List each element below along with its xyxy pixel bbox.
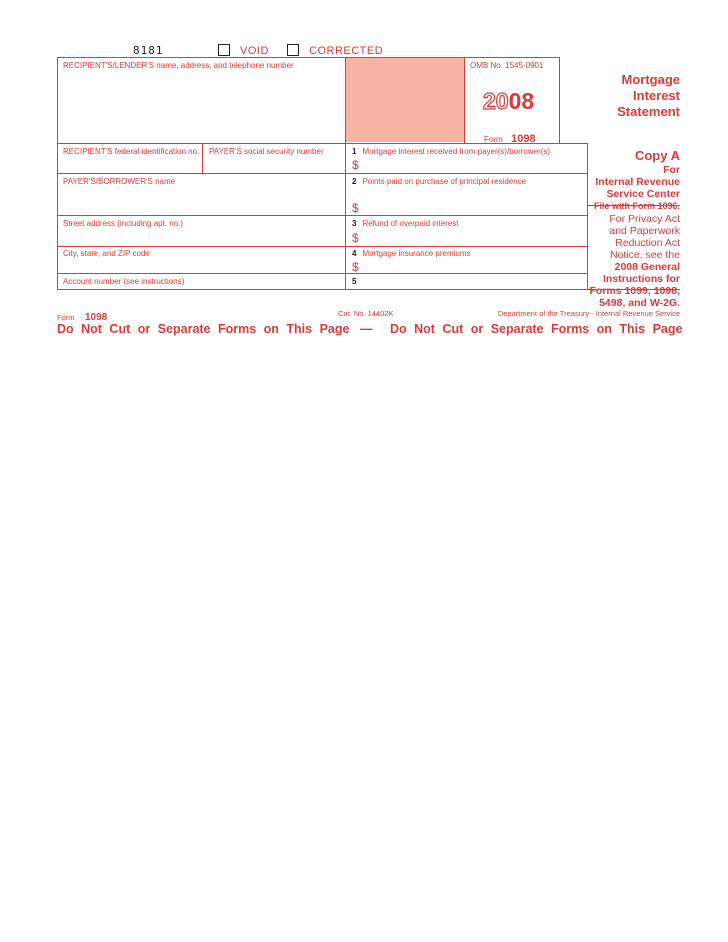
form-code: 8181 xyxy=(133,44,164,57)
recipient-name-label: RECIPIENT'S/LENDER'S name, address, and telephone number xyxy=(63,61,294,70)
form-number: 1098 xyxy=(511,133,536,145)
for-irs: For Internal Revenue Service Center xyxy=(595,164,680,200)
year-suffix: 08 xyxy=(508,88,535,114)
box2-dollar: $ xyxy=(352,201,359,215)
box4-label: 4 Mortgage insurance premiums xyxy=(352,249,471,258)
footer-form: Form 1098 xyxy=(57,312,108,323)
form-word: Form xyxy=(484,135,503,144)
copy-label: Copy A xyxy=(634,148,680,163)
omb-number: OMB No. 1545-0901 xyxy=(470,61,544,70)
box4-dollar: $ xyxy=(352,260,359,274)
void-checkbox[interactable] xyxy=(218,44,230,56)
city-label: City, state, and ZIP code xyxy=(63,249,150,258)
cut-warning-right: Do Not Cut or Separate Forms on This Page xyxy=(390,322,683,336)
corrected-label: CORRECTED xyxy=(309,45,384,57)
cut-dash: — xyxy=(360,322,373,336)
account-label: Account number (see instructions) xyxy=(63,277,185,286)
void-label: VOID xyxy=(240,45,269,57)
cat-number: Cat. No. 14402K xyxy=(338,309,394,318)
year-prefix: 20 xyxy=(483,88,509,114)
box1-label: 1 Mortgage interest received from payer(s)/borrower(s) xyxy=(352,147,551,156)
box3-dollar: $ xyxy=(352,231,359,245)
payer-ssn-label: PAYER'S social security number xyxy=(209,147,324,156)
box1-dollar: $ xyxy=(352,158,359,172)
payer-name-label: PAYER'S/BORROWER'S name xyxy=(63,177,176,186)
box2-label: 2 Points paid on purchase of principal residence xyxy=(352,177,527,186)
shaded-area xyxy=(345,58,464,142)
form-number-block xyxy=(484,129,536,147)
box5-label: 5 xyxy=(352,277,357,286)
file-with: File with Form 1096. xyxy=(593,201,680,211)
corrected-checkbox[interactable] xyxy=(287,44,299,56)
cut-warning-left: Do Not Cut or Separate Forms on This Page xyxy=(57,322,350,336)
department: Department of the Treasury - Internal Revenue Service xyxy=(497,309,680,318)
privacy-notice: For Privacy Act and Paperwork Reduction Act Notice, see the 2008 General Instructions for Forms 1099, 1098, 5498, and W-2G. xyxy=(589,213,680,309)
street-label: Street address (including apt. no.) xyxy=(63,219,184,228)
form-title: Mortgage Interest Statement xyxy=(617,72,680,119)
tax-year xyxy=(483,88,534,114)
box3-label: 3 Refund of overpaid interest xyxy=(352,219,459,228)
recipient-id-label: RECIPIENT'S federal identification no. xyxy=(63,147,200,156)
